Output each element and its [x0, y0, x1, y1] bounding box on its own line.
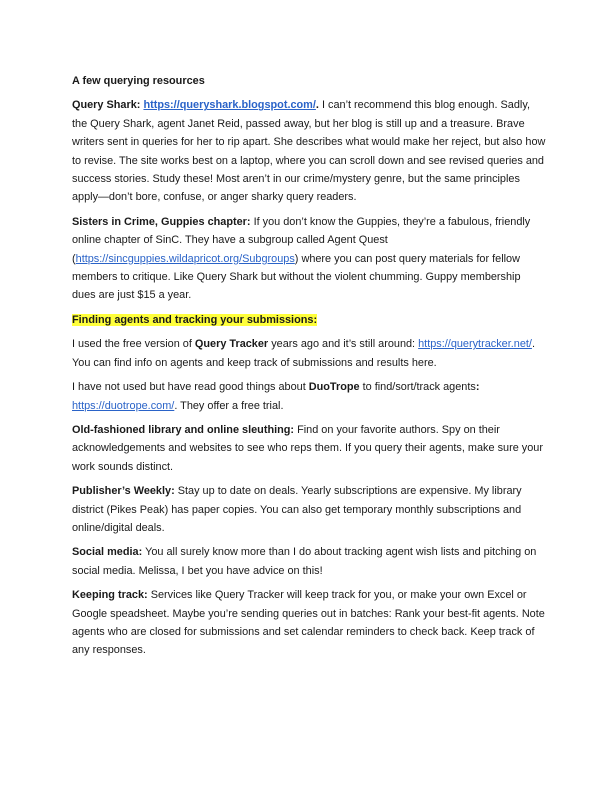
publishers-weekly-paragraph: [72, 482, 547, 537]
query-shark-link-suffix: .: [315, 99, 319, 112]
page-title: A few querying resources: [72, 75, 205, 87]
library-sleuthing-text: Find on your favorite authors. Spy on their acknowledgements and websites to see who reps them. If you query their agents, make sure your work sounds distinct.: [72, 423, 543, 473]
query-tracker-paragraph: [72, 335, 547, 372]
query-shark-text: I can’t recommend this blog enough. Sadly, the Query Shark, agent Janet Reid, passed away, but her blog is still up and a treasure. Brave writers sent in queries for her to rip apart. She describes what would make her reject, but also how to revise. The site works best on a laptop, where you can scroll down and see revised queries and success stories. Study these! Most aren’t in our crime/mystery genre, but the same principles apply—don’t bore, confuse, or anger sharky query readers.: [72, 99, 546, 204]
query-tracker-text-before: I used the free version of: [72, 338, 192, 351]
duotrope-link[interactable]: https://duotrope.com/: [72, 399, 175, 412]
query-shark-link[interactable]: https://queryshark.blogspot.com/: [143, 99, 316, 112]
query-tracker-name: Query Tracker: [194, 338, 269, 351]
query-tracker-text-after: . You can find info on agents and keep track of submissions and results here.: [72, 338, 535, 369]
sisters-in-crime-text-before: If you don’t know the Guppies, they’re a fabulous, friendly online chapter of SinC. They have a subgroup called Agent Quest (: [72, 215, 531, 265]
keeping-track-text: Services like Query Tracker will keep track for you, or make your own Excel or Google speadsheet. Maybe you’re sending queries out in batches: Rank your best-fit agents. Note agents who are closed for submissions and set calendar reminders to check back. Keep track of any responses.: [72, 589, 545, 657]
social-media-label: Social media:: [72, 546, 143, 559]
duotrope-name: DuoTrope: [308, 381, 360, 394]
library-sleuthing-paragraph: [72, 421, 547, 476]
social-media-text: You all surely know more than I do about tracking agent wish lists and pitching on social media. Melissa, I bet you have advice on this!: [72, 546, 537, 577]
sisters-in-crime-paragraph: [72, 213, 547, 305]
query-tracker-text-middle: years ago and it’s still around:: [271, 338, 416, 351]
agent-quest-link[interactable]: https://sincguppies.wildapricot.org/Subgroups: [75, 252, 295, 265]
duotrope-text-before: I have not used but have read good things about: [72, 381, 306, 394]
duotrope-text-middle: to find/sort/track agents: [362, 381, 476, 394]
publishers-weekly-label: Publisher’s Weekly:: [72, 485, 175, 498]
duotrope-colon: :: [475, 381, 480, 394]
document-page: [72, 72, 547, 666]
query-shark-label: Query Shark:: [72, 99, 141, 112]
duotrope-paragraph: [72, 378, 547, 415]
duotrope-text-after: . They offer a free trial.: [174, 399, 284, 412]
keeping-track-label: Keeping track:: [72, 589, 148, 602]
keeping-track-paragraph: [72, 586, 547, 660]
social-media-paragraph: [72, 543, 547, 580]
sisters-in-crime-text-after: ) where you can post query materials for fellow members to critique. Like Query Shark but without the violent chumming. Guppy membership dues are just $15 a year.: [72, 252, 521, 302]
finding-agents-heading: Finding agents and tracking your submissions:: [72, 313, 318, 326]
library-sleuthing-label: Old-fashioned library and online sleuthing:: [72, 423, 295, 436]
query-shark-paragraph: [72, 96, 547, 206]
sisters-in-crime-label: Sisters in Crime, Guppies chapter:: [72, 215, 251, 228]
finding-agents-heading-paragraph: [72, 311, 547, 329]
publishers-weekly-text: Stay up to date on deals. Yearly subscriptions are expensive. My library district (Pikes Peak) has paper copies. You can also get temporary monthly subscriptions and online/digital deals.: [72, 485, 522, 534]
query-tracker-link[interactable]: https://querytracker.net/: [418, 338, 532, 351]
